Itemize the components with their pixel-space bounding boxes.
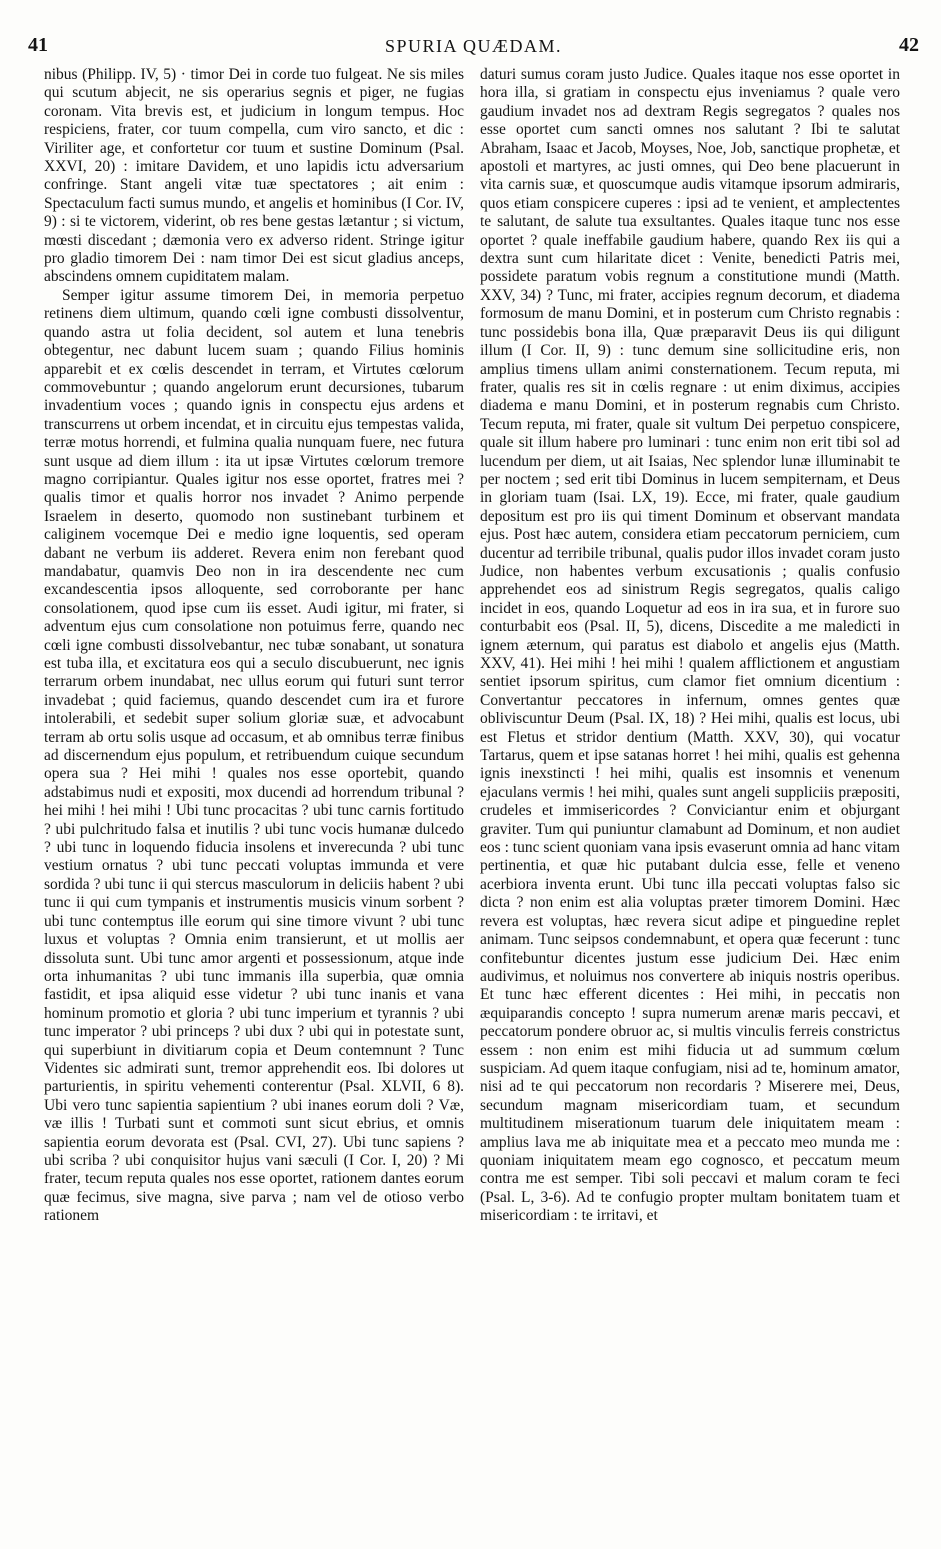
page-number-right: 42 — [899, 34, 919, 56]
page-number-left: 41 — [28, 34, 48, 56]
paragraph: daturi sumus coram justo Judice. Quales itaque nos esse oportet in hora illa, si gratiam in conspectu ejus inveniamus ? quale vero gaudium invadet nos ad dextram Regis segregatos ? quales nos esse oportet cum sancti omnes nos salutant ? Ibi te salutat Abraham, Isaac et Jacob, Moyses, Noe, Job, sanctique prophetæ, et apostoli et martyres, ac justi omnes, qui Deo bene placuerunt in vita carnis suæ, et quoscumque audis vitamque ipsorum admiraris, quos etiam conspicere cuperes : ipsi ad te venient, et amplectentes te salutant, de salute tua exsultantes. Quales itaque tunc nos esse oportet ? quale ineffabile gaudium habere, quando Rex iis qui a dextra sunt cum hilaritate dicet : Venite, benedicti Patris mei, possidete paratum vobis regnum a constitutione mundi (Matth. XXV, 34) ? Tunc, mi frater, accipies regnum decorum, et diadema formosum de manu Domini, et in posterum cum Christo regnabis : tunc possidebis bona illa, Quæ præparavit Deus iis qui diligunt illum (I Cor. II, 9) : tunc demum sine sollicitudine eris, non amplius timens ullam animi consternationem. Tecum reputa, mi frater, qualis res sit in cœlis regnare : ut enim diximus, accipies diadema e manu Domini, et in posterum regnabis cum Christo. Tecum reputa, mi frater, quale sit vultum Dei perpetuo conspicere, quale sit illum habere pro luminari : tunc enim non erit tibi sol ad lucendum per diem, ut ait Isaias, Nec splendor lunæ illuminabit te per noctem ; sed erit tibi Dominus in lucem sempiternam, et Deus in gloriam tuam (Isai. LX, 19). Ecce, mi frater, quale gaudium depositum est pro iis qui timent Dominum et observant mandata ejus. Post hæc autem, considera etiam peccatorum perniciem, cum ducentur ad terribile tribunal, qualis pudor illos invadet coram justo Judice, non habentes verbum excusationis ; qualis confusio apprehendet eos ad sinistrum Regis segregatos, qualis caligo incidet in eos, quando Loquetur ad eos in ira sua, et in furore suo conturbabit eos (Psal. II, 5), dicens, Discedite a me maledicti in ignem æternum, qui paratus est diabolo et angelis ejus (Matth. XXV, 41). Hei mihi ! hei mihi ! qualem afflictionem et angustiam sentiet ipsorum spiritus, cum clamor fiet omnium dicentium : Convertantur peccatores in infernum, omnes gentes quæ obliviscuntur Deum (Psal. IX, 18) ? Hei mihi, qualis est locus, ubi est Fletus et stridor dentium (Matth. XXV, 30), qui vocatur Tartarus, quem et ipse satanas horret ! hei mihi, qualis est gehenna ignis inexstincti ! hei mihi, qualis est insomnis et venenum ejaculans vermis ! hei mihi, quales sunt angeli suppliciis præpositi, crudeles et immisericordes ? Conviciantur enim et objurgant graviter. Tum qui puniuntur clamabunt ad Dominum, et non audiet eos : tunc scient quoniam vana ipsis evaserunt omnia ad hanc vitam pertinentia, et quæ hic putabant dulcia esse, felle et veneno acerbiora inventa erunt. Ubi tunc illa peccati voluptas falso sic dicta ? non enim est alia voluptas præter timorem Domini. Hæc revera est voluptas, hæc revera sicut adipe et pinguedine replet animam. Tunc seipsos condemnabunt, et opera quæ fecerunt : tunc confitebuntur dicentes justum esse judicium Dei. Hæc enim audivimus, et noluimus nos convertere ab iniquis nostris operibus. Et tunc hæc efferent dicentes : Hei mihi, in peccatis non æquiparandis concepto ! supra numerum arenæ maris peccavi, et peccatorum pondere obruor ac, si multis vinculis ferreis constrictus essem : non enim est mihi fiducia ut ad summum cœlum suspiciam. Ad quem itaque confugiam, nisi ad te, hominum amator, nisi ad te qui peccatorum non recordaris ? Miserere mei, Deus, secundum magnam misericordiam tuam, et secundum multitudinem miserationum tuarum dele iniquitatem meam : amplius lava me ab iniquitate mea et a peccato meo munda me : quoniam iniquitatem meam ego cognosco, et peccatum meum contra me est semper. Tibi soli peccavi et malum coram te feci (Psal. L, 3-6). Ad te confugio propter multam bonitatem tuam et misericordiam : te irritavi, et — [480, 66, 900, 1225]
right-column — [480, 66, 900, 1536]
paragraph: Semper igitur assume timorem Dei, in memoria perpetuo retinens diem ultimum, quando cœli igne combusti dissolventur, quando astra ut folia decident, sol autem et luna tenebris obtegentur, nec dabunt lucem suam ; quando Filius hominis apparebit et ex cœlis descendet in terram, et Virtutes cœlorum commovebuntur ; quando angelorum erunt decursiones, tubarum invadentium voces ; quando ignis in conspectu ejus ardens et transcurrens ut orbem incendat, et in circuitu ejus tempestas valida, terræ motus horrendi, et fulmina qualia nunquam fuere, nec futura sunt usque ad diem illum : ita ut ipsæ Virtutes cœlorum tremore magno corripiantur. Quales igitur nos esse oportet, fratres mei ? qualis timor et qualis horror nos invadet ? Animo perpende Israelem in deserto, quomodo non sustinebant turbinem et caliginem vocemque Dei e medio igne loquentis, sed operam dabant ne verbum iis adderet. Revera enim non ferebant quod mandabatur, quamvis Deo non in ira descendente nec cum excandescentia ipsos alloquente, sed corroborante per hanc consolationem, quod ipse cum iis esset. Audi igitur, mi frater, si adventum ejus cum consolatione non potuimus ferre, quando nec cœli igne combusti dissolvebantur, nec tubæ sonabant, ut sonatura est tuba illa, et excitatura eos qui a seculo discubuerunt, nec ignis terrarum orbem inundabat, nec ullus eorum qui futuri sunt terror invadebat ; quid faciemus, quando descendet cum ira et furore intolerabili, et sedebit super solium gloriæ suæ, et advocabunt terram ab ortu solis usque ad occasum, et ab omnibus terræ finibus ad discernendum ejus populum, et retribuendum cuique secundum opera sua ? Hei mihi ! quales nos esse oportebit, quando adstabimus nudi et expositi, mox ducendi ad horrendum tribunal ? hei mihi ! hei mihi ! Ubi tunc procacitas ? ubi tunc carnis fortitudo ? ubi pulchritudo falsa et inutilis ? ubi tunc vocis humanæ dulcedo ? ubi tunc in loquendo fiducia insolens et inverecunda ? ubi tunc vestium ornatus ? ubi tunc peccati voluptas immunda et vere sordida ? ubi tunc ii qui stercus masculorum in deliciis habent ? ubi tunc ii qui cum tympanis et instrumentis musicis vinum sorbent ? ubi tunc contemptus ille eorum qui sine timore vivunt ? ubi tunc luxus et voluptas ? Omnia enim transierunt, et ut mollis aer dissoluta sunt. Ubi tunc amor argenti et possessionum, atque inde orta inhumanitas ? ubi tunc immanis illa superbia, quæ omnia fastidit, et ipsa aliquid esse videtur ? ubi tunc inanis et vana hominum promotio et gloria ? ubi tunc imperium et tyrannis ? ubi tunc imperator ? ubi princeps ? ubi dux ? ubi qui in potestate sunt, qui superbiunt in divitiarum copia et Deum contemnunt ? Tunc Videntes sic admirati sunt, tremor apprehendit eos. Ibi dolores ut parturientis, in spiritu vehementi conterentur (Psal. XLVII, 6 8). Ubi vero tunc sapientia sapientium ? ubi inanes eorum doli ? Væ, væ illis ! Turbati sunt et commoti sunt sicut ebrius, et omnis sapientia eorum devorata est (Psal. CVI, 27). Ubi tunc sapiens ? ubi scriba ? ubi conquisitor hujus vani sæculi (I Cor. I, 20) ? Mi frater, tecum reputa quales nos esse oportet, rationem dantes eorum quæ fecimus, sive magna, sive parva ; nam vel de otioso verbo rationem — [44, 286, 464, 1225]
paragraph: nibus (Philipp. IV, 5) · timor Dei in corde tuo fulgeat. Ne sis miles qui scutum abjecit, ne sis operarius segnis et piger, ne fugias coronam. Vita brevis est, et judicium in longum tempus. Hoc respiciens, frater, cor tuum compella, cum viro sancto, et dic : Viriliter age, et confortetur cor tuum et sustine Dominum (Psal. XXVI, 20) : imitare Davidem, et uno lapidis ictu adversarium confringe. Stant angeli vitæ tuæ spectatores ; ait enim : Spectaculum facti sumus mundo, et angelis et hominibus (I Cor. IV, 9) : si te victorem, viderint, ob res bene gestas lætantur ; si victum, mœsti discedant ; dæmonia vero ex adverso rident. Stringe igitur pro gladio timorem Dei : nam timor Dei est sicut gladius anceps, abscindens omnem cupiditatem malam. — [44, 66, 464, 286]
page-header — [28, 30, 919, 60]
running-title: SPURIA QUÆDAM. — [384, 36, 563, 56]
left-column — [44, 66, 464, 1536]
